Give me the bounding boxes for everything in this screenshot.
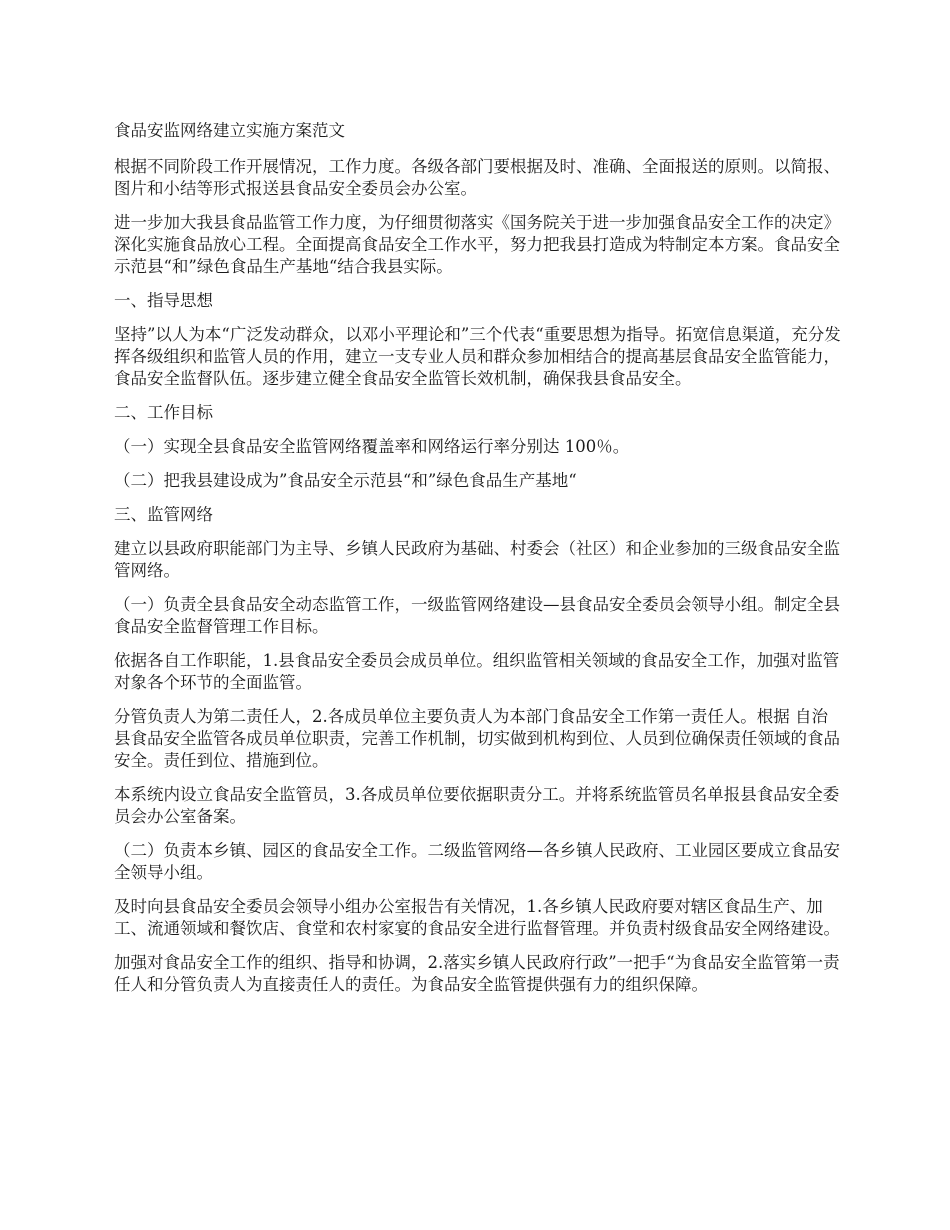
document-page <box>114 118 844 1008</box>
paragraph: 进一步加大我县食品监管工作力度，为仔细贯彻落实《国务院关于进一步加强食品安全工作的决定》深化实施食品放心工程。全面提高食品安全工作水平，努力把我县打造成为特制定本方案。食品安全示范县“和”绿色食品生产基地“结合我县实际。 <box>114 213 840 276</box>
paragraph: 分管负责人为第二责任人，2.各成员单位主要负责人为本部门食品安全工作第一责任人。根据 自治县食品安全监管各成员单位职责，完善工作机制，切实做到机构到位、人员到位确保责任领域的食品安全。责任到位、措施到位。 <box>114 707 840 770</box>
paragraph: 本系统内设立食品安全监管员，3.各成员单位要依据职责分工。并将系统监管员名单报县食品安全委员会办公室备案。 <box>114 785 840 826</box>
paragraph: 加强对食品安全工作的组织、指导和协调，2.落实乡镇人民政府行政”一把手“为食品安全监管第一责任人和分管负责人为直接责任人的责任。为食品安全监管提供强有力的组织保障。 <box>114 953 840 994</box>
section-heading: 一、指导思想 <box>114 291 213 310</box>
section-heading: 二、工作目标 <box>114 403 213 422</box>
paragraph: （二）负责本乡镇、园区的食品安全工作。二级监管网络—各乡镇人民政府、工业园区要成立食品安全领导小组。 <box>114 841 840 882</box>
paragraph: 坚持”以人为本“广泛发动群众，以邓小平理论和”三个代表“重要思想为指导。拓宽信息渠道，充分发挥各级组织和监管人员的作用，建立一支专业人员和群众参加相结合的提高基层食品安全监管能力，食品安全监督队伍。逐步建立健全食品安全监管长效机制，确保我县食品安全。 <box>114 325 841 388</box>
document-title: 食品安监网络建立实施方案范文 <box>114 121 345 140</box>
paragraph: 建立以县政府职能部门为主导、乡镇人民政府为基础、村委会（社区）和企业参加的三级食品安全监管网络。 <box>114 539 840 580</box>
paragraph: 及时向县食品安全委员会领导小组办公室报告有关情况，1.各乡镇人民政府要对辖区食品生产、加工、流通领域和餐饮店、食堂和农村家宴的食品安全进行监督管理。并负责村级食品安全网络建设。 <box>114 897 840 938</box>
paragraph: 根据不同阶段工作开展情况，工作力度。各级各部门要根据及时、准确、全面报送的原则。以简报、图片和小结等形式报送县食品安全委员会办公室。 <box>114 157 840 198</box>
paragraph: （一）实现全县食品安全监管网络覆盖率和网络运行率分别达 100％。 <box>114 437 630 456</box>
paragraph: （二）把我县建设成为”食品安全示范县“和”绿色食品生产基地“ <box>114 471 577 490</box>
paragraph: 依据各自工作职能，1.县食品安全委员会成员单位。组织监管相关领域的食品安全工作，加强对监管对象各个环节的全面监管。 <box>114 651 840 692</box>
paragraph: （一）负责全县食品安全动态监管工作，一级监管网络建设—县食品安全委员会领导小组。制定全县食品安全监督管理工作目标。 <box>114 595 840 636</box>
section-heading: 三、监管网络 <box>114 505 213 524</box>
